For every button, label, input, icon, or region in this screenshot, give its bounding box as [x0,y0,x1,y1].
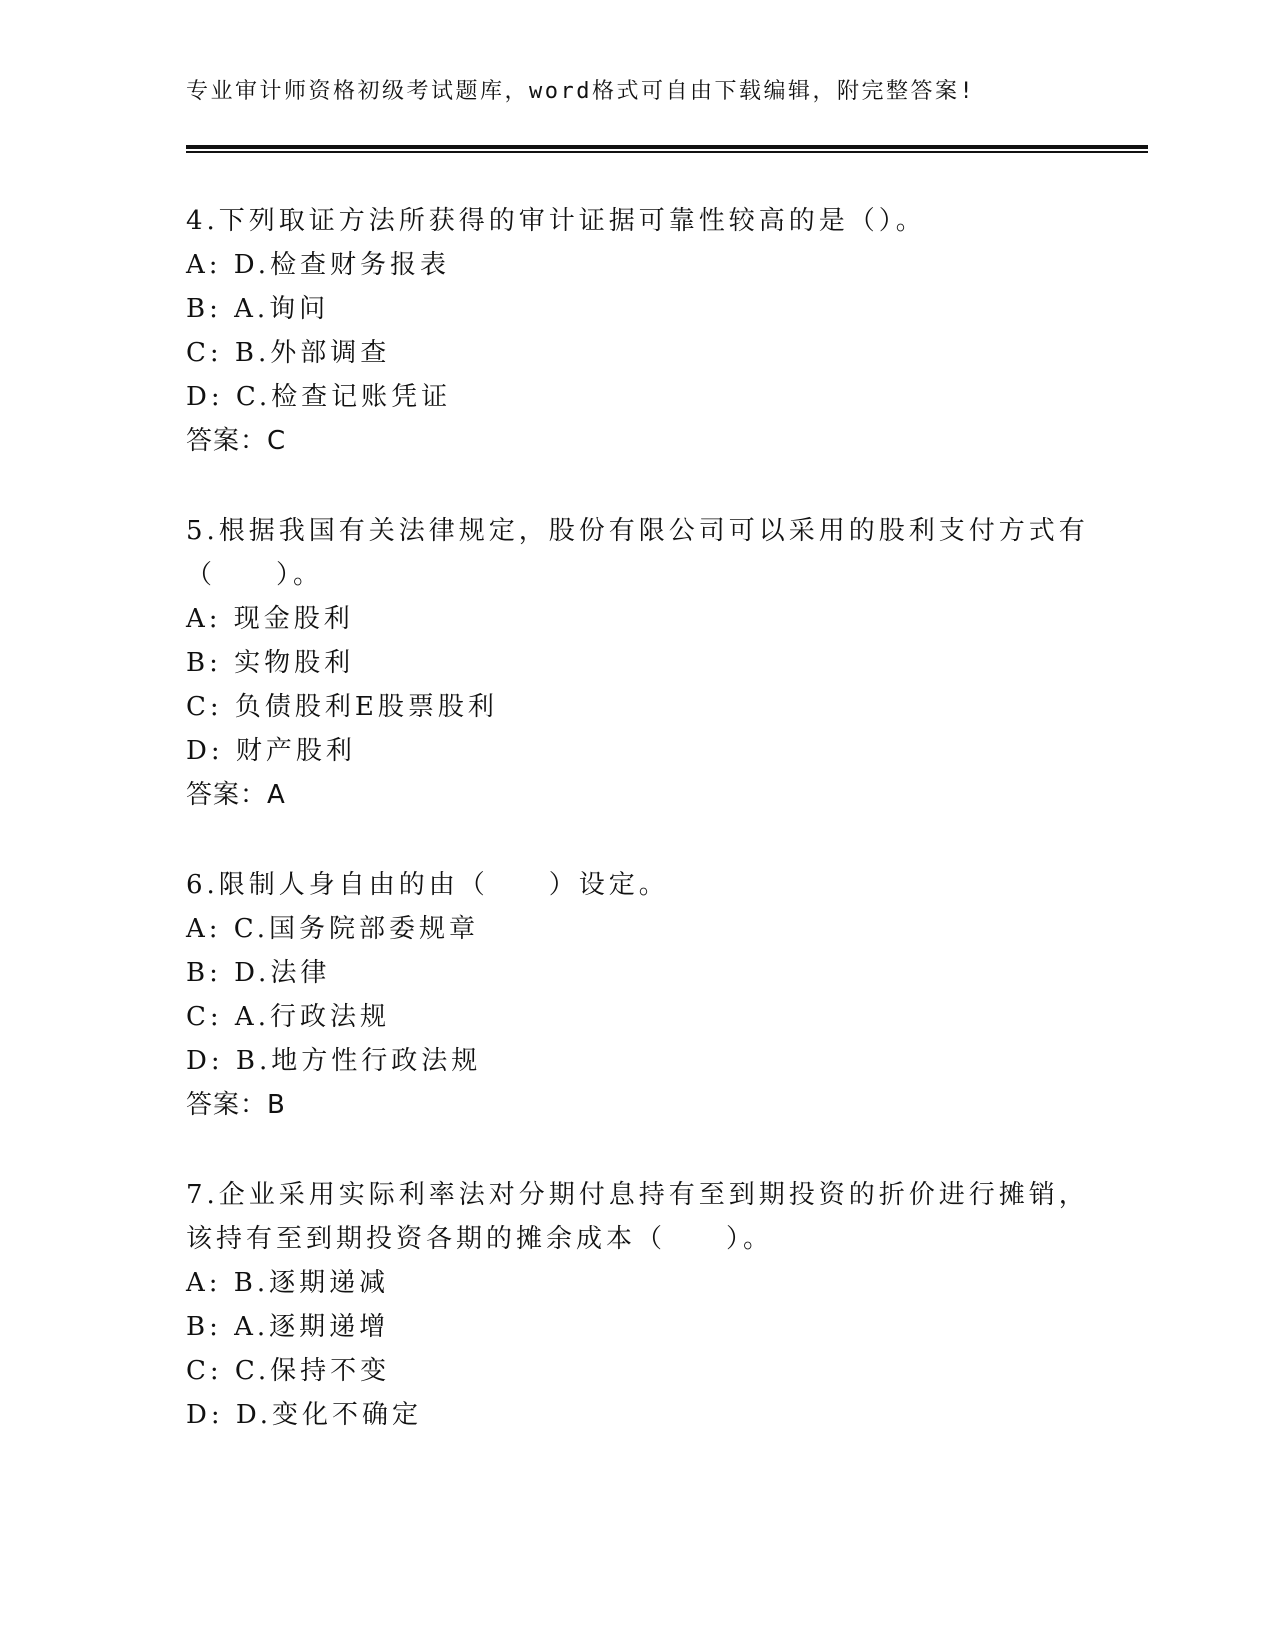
question-5-option-a: A: 现金股利 [186,604,354,634]
question-5-stem-continued: （ ）。 [186,560,324,590]
question-4-option-c: C: B.外部调查 [186,338,391,368]
question-4-stem: 4.下列取证方法所获得的审计证据可靠性较高的是（）。 [186,206,926,236]
question-4-option-d: D: C.检查记账凭证 [186,382,452,412]
question-6-option-a: A: C.国务院部委规章 [186,914,480,944]
question-5-answer: 答案：A [186,780,286,810]
question-7-stem-continued: 该持有至到期投资各期的摊余成本（ ）。 [186,1224,774,1254]
question-5-option-b: B: 实物股利 [186,648,355,678]
question-6-option-b: B: D.法律 [186,958,331,988]
question-6-option-d: D: B.地方性行政法规 [186,1046,482,1076]
question-4-option-a: A: D.检查财务报表 [186,250,450,280]
question-4-answer: 答案：C [186,426,287,456]
question-4-option-b: B: A.询问 [186,294,330,324]
question-7-option-b: B: A.逐期递增 [186,1312,390,1342]
question-7-option-a: A: B.逐期递减 [186,1268,390,1298]
header-rule-thin [186,151,1148,153]
page-header: 专业审计师资格初级考试题库，word格式可自由下载编辑，附完整答案! [186,79,976,104]
question-5-option-d: D: 财产股利 [186,736,356,766]
question-5-stem: 5.根据我国有关法律规定，股份有限公司可以采用的股利支付方式有 [186,516,1089,546]
header-rule-thick [186,145,1148,149]
question-7-stem: 7.企业采用实际利率法对分期付息持有至到期投资的折价进行摊销， [186,1180,1089,1210]
question-7-option-d: D: D.变化不确定 [186,1400,423,1430]
question-5-option-c: C: 负债股利E股票股利 [186,692,498,722]
question-6-option-c: C: A.行政法规 [186,1002,390,1032]
question-6-answer: 答案：B [186,1090,286,1120]
question-7-option-c: C: C.保持不变 [186,1356,391,1386]
question-6-stem: 6.限制人身自由的由（ ）设定。 [186,870,669,900]
